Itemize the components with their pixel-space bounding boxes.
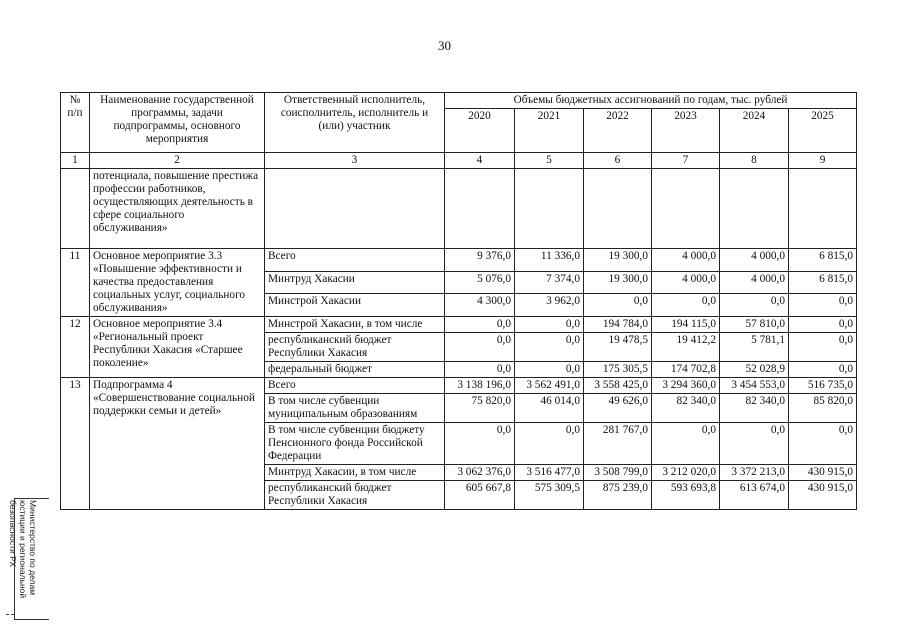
budget-value: 3 562 491,0 (515, 378, 584, 394)
budget-value: 5 781,1 (720, 333, 789, 362)
budget-value: 3 962,0 (515, 294, 584, 317)
budget-value: 0,0 (515, 317, 584, 333)
budget-value: 57 810,0 (720, 317, 789, 333)
stamp-line: Министерство по делам (28, 500, 38, 596)
budget-value: 4 000,0 (720, 249, 789, 272)
continuation-no (61, 169, 90, 249)
activity-name: Основное мероприятие 3.4 «Региональный проект Республики Хакасия «Старшее поколение» (90, 317, 265, 378)
budget-value: 0,0 (515, 333, 584, 362)
stamp-text (8, 500, 38, 598)
budget-value: 3 454 553,0 (720, 378, 789, 394)
responsible-party: федеральный бюджет (265, 362, 445, 378)
budget-value: 174 702,8 (652, 362, 720, 378)
budget-value: 4 000,0 (720, 271, 789, 294)
budget-value: 5 076,0 (445, 271, 515, 294)
budget-value: 0,0 (515, 362, 584, 378)
budget-value: 0,0 (515, 423, 584, 465)
budget-value: 82 340,0 (652, 394, 720, 423)
row-number: 11 (61, 249, 90, 317)
budget-value: 46 014,0 (515, 394, 584, 423)
column-number: 5 (515, 153, 584, 169)
budget-value: 593 693,8 (652, 481, 720, 510)
budget-value: 19 478,5 (584, 333, 652, 362)
header-column-numbers-row (61, 153, 857, 169)
budget-value: 11 336,0 (515, 249, 584, 272)
continuation-empty-cell (445, 169, 515, 249)
budget-value: 0,0 (720, 294, 789, 317)
activity-name: Основное мероприятие 3.3 «Повышение эффективности и качества предоставления социальных услуг, социального обслуживания» (90, 249, 265, 317)
budget-value: 516 735,0 (789, 378, 857, 394)
budget-value: 4 000,0 (652, 271, 720, 294)
row-number: 12 (61, 317, 90, 378)
budget-value: 430 915,0 (789, 465, 857, 481)
budget-value: 194 115,0 (652, 317, 720, 333)
table-row (61, 317, 857, 333)
budget-value: 281 767,0 (584, 423, 652, 465)
budget-value: 3 508 799,0 (584, 465, 652, 481)
budget-value: 3 558 425,0 (584, 378, 652, 394)
activity-name: Подпрограмма 4 «Совершенствование социальной поддержки семьи и детей» (90, 378, 265, 510)
stamp-line: безопасности РХ (8, 500, 18, 568)
responsible-party: Минтруд Хакасии (265, 271, 445, 294)
header-year: 2025 (789, 109, 857, 153)
budget-value: 0,0 (789, 294, 857, 317)
budget-value: 49 626,0 (584, 394, 652, 423)
page-number: 30 (438, 38, 451, 53)
header-year: 2020 (445, 109, 515, 153)
registration-stamp (6, 498, 50, 622)
table-row (61, 249, 857, 272)
header-responsible: Ответственный исполнитель, соисполнитель, исполнитель и (или) участник (265, 93, 445, 153)
stamp-tick (6, 614, 14, 615)
budget-value: 0,0 (652, 423, 720, 465)
column-number: 2 (90, 153, 265, 169)
budget-value: 194 784,0 (584, 317, 652, 333)
responsible-party: Минтруд Хакасии, в том числе (265, 465, 445, 481)
budget-value: 4 300,0 (445, 294, 515, 317)
budget-value: 4 000,0 (652, 249, 720, 272)
budget-value: 3 062 376,0 (445, 465, 515, 481)
responsible-party: В том числе субвенции муниципальным образованиям (265, 394, 445, 423)
budget-value: 0,0 (652, 294, 720, 317)
column-number: 3 (265, 153, 445, 169)
budget-value: 7 374,0 (515, 271, 584, 294)
budget-value: 0,0 (789, 423, 857, 465)
table-row (61, 378, 857, 394)
budget-table (60, 92, 857, 510)
budget-value: 575 309,5 (515, 481, 584, 510)
responsible-party: Минстрой Хакасии (265, 294, 445, 317)
budget-value: 6 815,0 (789, 249, 857, 272)
responsible-party: Минстрой Хакасии, в том числе (265, 317, 445, 333)
budget-value: 613 674,0 (720, 481, 789, 510)
column-number: 6 (584, 153, 652, 169)
budget-value: 3 516 477,0 (515, 465, 584, 481)
continuation-empty-cell (652, 169, 720, 249)
header-row-1 (61, 93, 857, 109)
continuation-empty-cell (584, 169, 652, 249)
budget-value: 19 412,2 (652, 333, 720, 362)
budget-value: 0,0 (445, 317, 515, 333)
budget-value: 85 820,0 (789, 394, 857, 423)
budget-value: 0,0 (445, 362, 515, 378)
header-year: 2023 (652, 109, 720, 153)
budget-value: 19 300,0 (584, 271, 652, 294)
budget-value: 605 667,8 (445, 481, 515, 510)
budget-value: 75 820,0 (445, 394, 515, 423)
column-number: 4 (445, 153, 515, 169)
table-body (61, 169, 857, 510)
column-number: 7 (652, 153, 720, 169)
budget-value: 3 294 360,0 (652, 378, 720, 394)
row-number: 13 (61, 378, 90, 510)
budget-value: 3 212 020,0 (652, 465, 720, 481)
budget-value: 430 915,0 (789, 481, 857, 510)
column-number: 8 (720, 153, 789, 169)
responsible-party: Всего (265, 249, 445, 272)
header-name: Наименование государственной программы, задачи подпрограммы, основного мероприятия (90, 93, 265, 153)
budget-value: 82 340,0 (720, 394, 789, 423)
continuation-empty-cell (789, 169, 857, 249)
budget-value: 3 372 213,0 (720, 465, 789, 481)
continuation-empty-cell (265, 169, 445, 249)
header-budget: Объемы бюджетных ассигнований по годам, тыс. рублей (445, 93, 857, 109)
continuation-empty-cell (720, 169, 789, 249)
responsible-party: В том числе субвенции бюджету Пенсионного фонда Российской Федерации (265, 423, 445, 465)
column-number: 9 (789, 153, 857, 169)
responsible-party: республиканский бюджет Республики Хакасия (265, 333, 445, 362)
budget-value: 0,0 (789, 317, 857, 333)
budget-value: 9 376,0 (445, 249, 515, 272)
budget-value: 0,0 (584, 294, 652, 317)
continuation-row (61, 169, 857, 249)
responsible-party: республиканский бюджет Республики Хакасия (265, 481, 445, 510)
budget-value: 6 815,0 (789, 271, 857, 294)
continuation-empty-cell (515, 169, 584, 249)
responsible-party: Всего (265, 378, 445, 394)
budget-value: 0,0 (789, 362, 857, 378)
header-year: 2022 (584, 109, 652, 153)
header-year: 2021 (515, 109, 584, 153)
column-number: 1 (61, 153, 90, 169)
budget-value: 0,0 (789, 333, 857, 362)
budget-value: 3 138 196,0 (445, 378, 515, 394)
header-year: 2024 (720, 109, 789, 153)
budget-value: 0,0 (445, 423, 515, 465)
stamp-line: юстиции и региональной (18, 500, 28, 599)
continuation-name: потенциала, повышение престижа профессии работников, осуществляющих деятельность в сфере социального обслуживания» (90, 169, 265, 249)
budget-value: 19 300,0 (584, 249, 652, 272)
header-no: № п/п (61, 93, 90, 153)
budget-value: 0,0 (720, 423, 789, 465)
budget-value: 875 239,0 (584, 481, 652, 510)
budget-value: 0,0 (445, 333, 515, 362)
budget-value: 175 305,5 (584, 362, 652, 378)
budget-value: 52 028,9 (720, 362, 789, 378)
